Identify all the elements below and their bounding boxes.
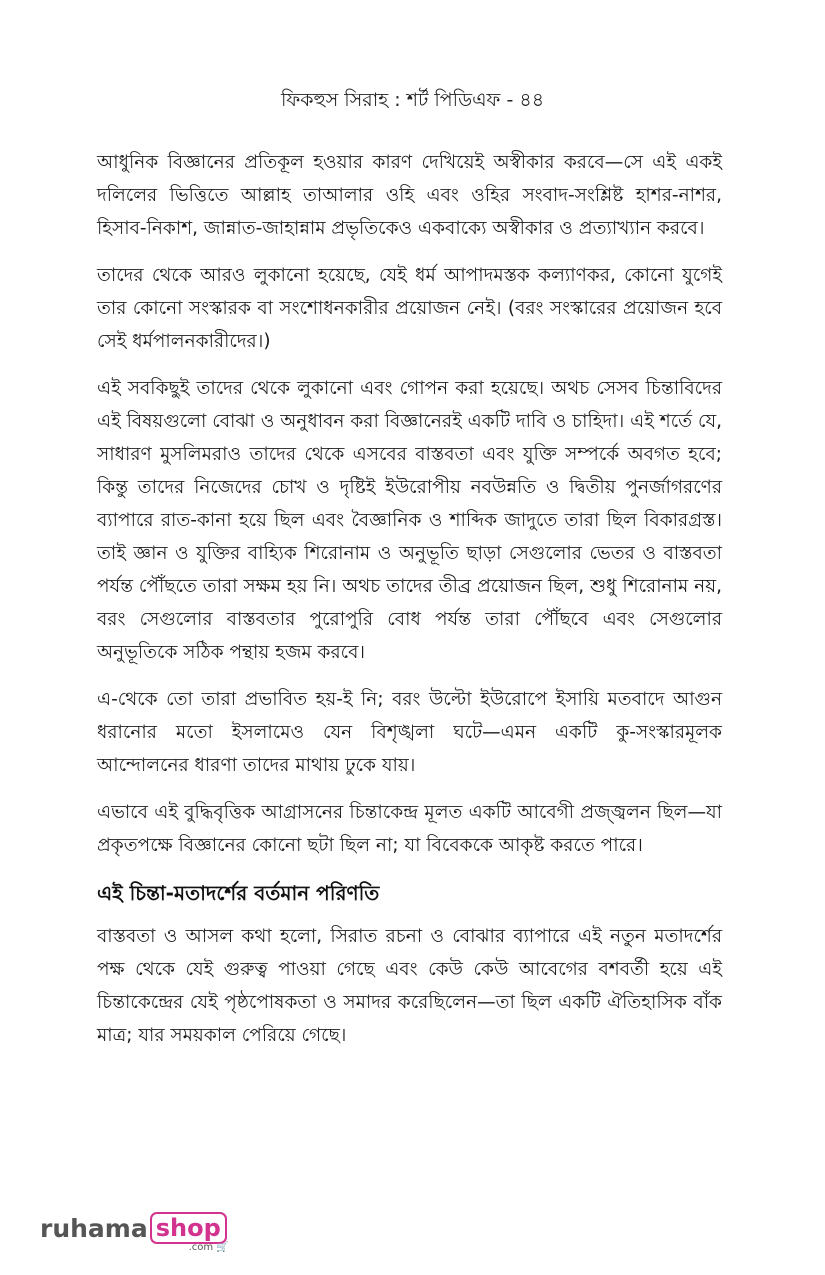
paragraph-5: এভাবে এই বুদ্ধিবৃত্তিক আগ্রাসনের চিন্তাকেন্দ্র মূলত একটি আবেগী প্রজ্জ্বলন ছিল—যা প্রকৃতপক্ষে বিজ্ঞানের কোনো ছটা ছিল না; যা বিবেককে আকৃষ্ট করতে পারে। bbox=[97, 802, 722, 856]
logo-shop-badge bbox=[150, 1212, 229, 1253]
paragraph-3: এই সবকিছুই তাদের থেকে লুকানো এবং গোপন করা হয়েছে। অথচ সেসব চিন্তাবিদের এই বিষয়গুলো বোঝা ও অনুধাবন করা বিজ্ঞানেরই একটি দাবি ও চাহিদা। এই শর্তে যে, সাধারণ মুসলিমরাও তাদের থেকে এসবের বাস্তবতা এবং যুক্তি সম্পর্কে অবগত হবে; কিন্তু তাদের নিজেদের চোখ ও দৃষ্টিই ইউরোপীয় নবউন্নতি ও দ্বিতীয় পুনর্জাগরণের ব্যাপারে রাত-কানা হয়ে ছিল এবং বৈজ্ঞানিক ও শাব্দিক জাদুতে তারা ছিল বিকারগ্রস্ত। তাই জ্ঞান ও যুক্তির বাহ্যিক শিরোনাম ও অনুভূতি ছাড়া সেগুলোর ভেতর ও বাস্তবতা পর্যন্ত পৌঁছতে তারা সক্ষম হয় নি। অথচ তাদের তীব্র প্রয়োজন ছিল, শুধু শিরোনাম নয়, বরং সেগুলোর বাস্তবতার পুরোপুরি বোধ পর্যন্ত তারা পৌঁছবে এবং সেগুলোর অনুভূতিকে সঠিক পন্থায় হজম করবে। bbox=[97, 378, 722, 663]
section-paragraph: বাস্তবতা ও আসল কথা হলো, সিরাত রচনা ও বোঝার ব্যাপারে এই নতুন মতাদর্শের পক্ষ থেকে যেই গুরুত্ব পাওয়া গেছে এবং কেউ কেউ আবেগের বশবর্তী হয়ে এই চিন্তাকেন্দ্রের যেই পৃষ্ঠপোষকতা ও সমাদর করেছিলেন—তা ছিল একটি ঐতিহাসিক বাঁক মাত্র; যার সময়কাল পেরিয়ে গেছে। bbox=[97, 926, 722, 1046]
paragraph-2: তাদের থেকে আরও লুকানো হয়েছে, যেই ধর্ম আপাদমস্তক কল্যাণকর, কোনো যুগেই তার কোনো সংস্কারক বা সংশোধনকারীর প্রয়োজন নেই। (বরং সংস্কারের প্রয়োজন হবে সেই ধর্মপালনকারীদের।) bbox=[97, 265, 722, 352]
ruhamashop-logo bbox=[40, 1212, 229, 1253]
document-body bbox=[97, 146, 722, 1066]
logo-domain bbox=[189, 1242, 229, 1253]
paragraph-1: আধুনিক বিজ্ঞানের প্রতিকূল হওয়ার কারণ দেখিয়েই অস্বীকার করবে—সে এই একই দলিলের ভিত্তিতে আল্লাহ তাআলার ওহি এবং ওহির সংবাদ-সংশ্লিষ্ট হাশর-নাশর, হিসাব-নিকাশ, জান্নাত-জাহান্নাম প্রভৃতিকেও একবাক্যে অস্বীকার ও প্রত্যাখ্যান করবে। bbox=[97, 152, 722, 239]
shopping-cart-icon: 🛒 bbox=[216, 1242, 229, 1253]
logo-text-com: .com bbox=[188, 1242, 214, 1253]
logo-text-ruhama: ruhama bbox=[40, 1214, 148, 1243]
logo-text-shop: shop bbox=[150, 1212, 227, 1244]
paragraph-4: এ-থেকে তো তারা প্রভাবিত হয়-ই নি; বরং উল্টো ইউরোপে ইসায়ি মতবাদে আগুন ধরানোর মতো ইসলামেও যেন বিশৃঙ্খলা ঘটে—এমন একটি কু-সংস্কারমূলক আন্দোলনের ধারণা তাদের মাথায় ঢুকে যায়। bbox=[97, 689, 722, 776]
section-heading: এই চিন্তা-মতাদর্শের বর্তমান পরিণতি bbox=[97, 881, 380, 905]
page-header: ফিকহুস সিরাহ : শর্ট পিডিএফ - ৪৪ bbox=[280, 89, 545, 111]
